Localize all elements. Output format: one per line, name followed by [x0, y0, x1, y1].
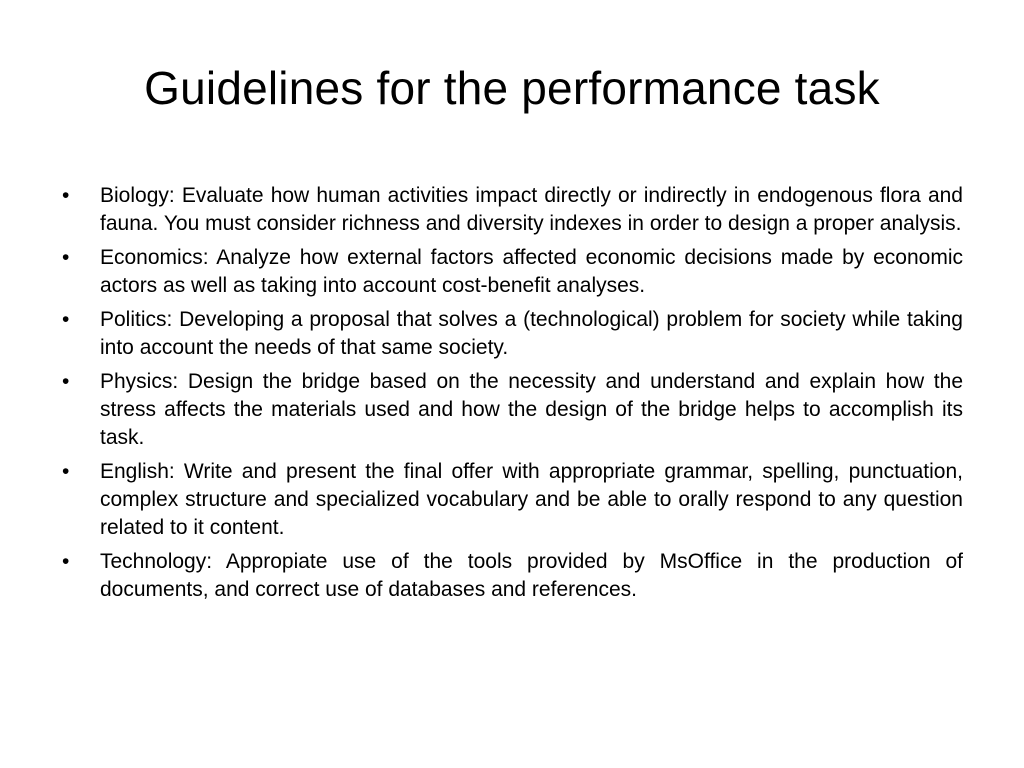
guideline-text: Biology: Evaluate how human activities impact directly or indirectly in endogenous flora and fauna. You must consider richness and diversity indexes in order to design a proper analysis.	[100, 184, 963, 235]
guideline-text: Technology: Appropiate use of the tools provided by MsOffice in the production of documents, and correct use of databases and references.	[100, 550, 963, 601]
guideline-technology	[60, 548, 963, 604]
bullet-icon: •	[62, 308, 70, 331]
bullet-icon: •	[62, 184, 70, 207]
guideline-text: Physics: Design the bridge based on the necessity and understand and explain how the stress affects the materials used and how the design of the bridge helps to accomplish its task.	[100, 370, 963, 449]
guidelines-list	[60, 182, 963, 610]
guideline-politics	[60, 306, 963, 362]
guideline-english	[60, 458, 963, 542]
bullet-icon: •	[62, 460, 70, 483]
bullet-icon: •	[62, 550, 70, 573]
slide-title: Guidelines for the performance task	[144, 62, 880, 114]
guideline-physics	[60, 368, 963, 452]
bullet-icon: •	[62, 370, 70, 393]
guideline-economics	[60, 244, 963, 300]
guideline-text: Politics: Developing a proposal that solves a (technological) problem for society while taking into account the needs of that same society.	[100, 308, 963, 359]
guideline-text: English: Write and present the final offer with appropriate grammar, spelling, punctuation, complex structure and specialized vocabulary and be able to orally respond to any question related to it content.	[100, 460, 963, 539]
bullet-icon: •	[62, 246, 70, 269]
guideline-biology	[60, 182, 963, 238]
guideline-text: Economics: Analyze how external factors affected economic decisions made by economic actors as well as taking into account cost-benefit analyses.	[100, 246, 963, 297]
